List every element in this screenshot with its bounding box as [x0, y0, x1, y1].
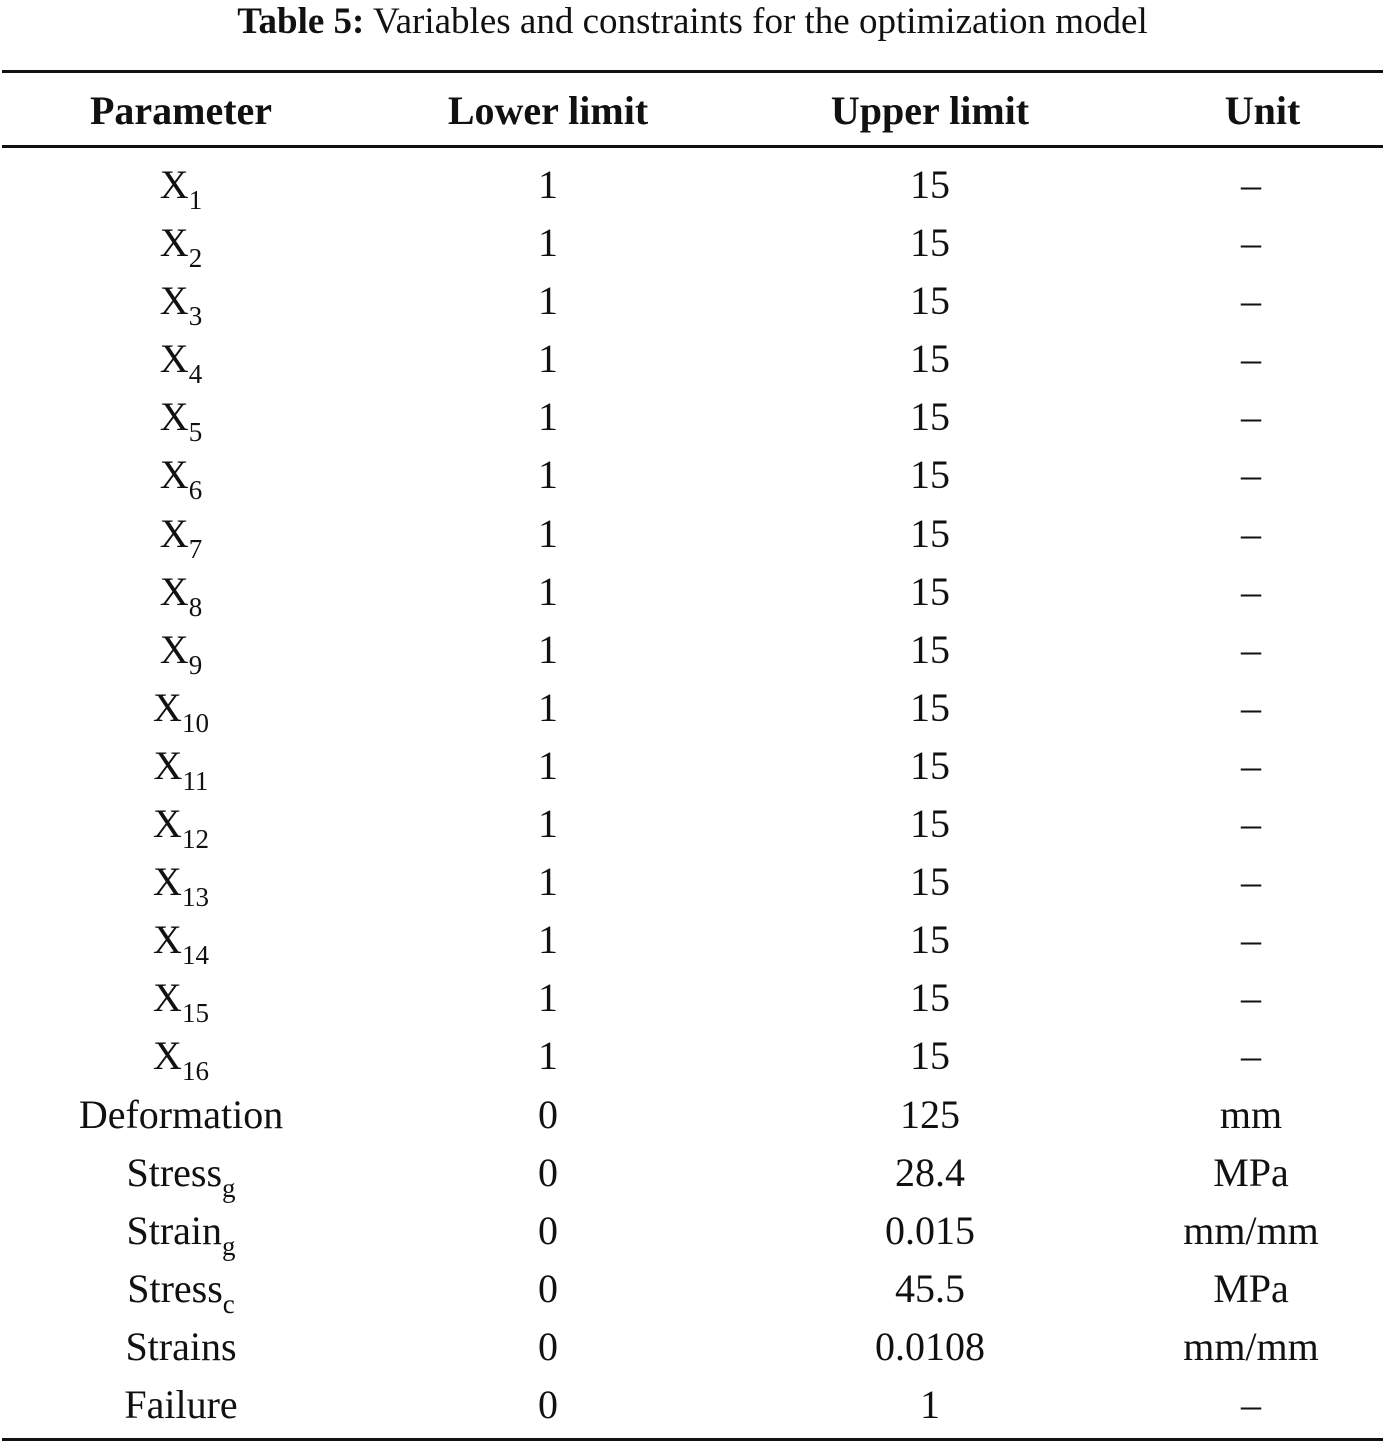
- parameter-subscript: 14: [181, 940, 209, 971]
- cell-unit: MPa: [1213, 1265, 1289, 1311]
- header-unit: Unit: [1224, 88, 1301, 133]
- parameter-name: X: [159, 568, 189, 614]
- cell-upper-limit: 15: [910, 568, 950, 614]
- cell-lower-limit: 1: [538, 162, 558, 207]
- table-row: [0, 1376, 1385, 1434]
- cell-upper-limit: 0.0108: [875, 1323, 985, 1369]
- header-rule: [2, 145, 1383, 148]
- cell-unit: –: [1241, 917, 1261, 963]
- cell-unit: –: [1241, 510, 1261, 556]
- parameter-subscript: 15: [181, 998, 209, 1029]
- parameter-subscript: 13: [181, 882, 209, 913]
- cell-parameter: [2, 505, 360, 567]
- parameter-subscript: 12: [181, 824, 209, 855]
- bottom-rule: [2, 1438, 1383, 1441]
- cell-unit: mm: [1219, 1091, 1283, 1137]
- parameter-name: X: [159, 278, 189, 324]
- cell-parameter: [2, 156, 360, 218]
- parameter-subscript: 8: [188, 591, 203, 622]
- table-row: [0, 272, 1385, 330]
- cell-lower-limit: 1: [538, 568, 558, 614]
- table-row: [0, 446, 1385, 504]
- cell-upper-limit: 15: [910, 859, 950, 905]
- cell-parameter: [2, 853, 360, 915]
- cell-unit: –: [1241, 1033, 1261, 1079]
- parameter-name: X: [159, 626, 189, 672]
- cell-parameter: [2, 330, 360, 392]
- cell-lower-limit: 1: [538, 801, 558, 847]
- cell-unit: mm/mm: [1183, 1323, 1319, 1369]
- table-row: [0, 969, 1385, 1027]
- cell-parameter: [2, 679, 360, 741]
- parameter-name: X: [153, 684, 182, 730]
- parameter-name: X: [159, 394, 189, 440]
- table-row: [0, 795, 1385, 853]
- cell-lower-limit: 1: [538, 742, 558, 788]
- table-row: [0, 330, 1385, 388]
- cell-lower-limit: 1: [538, 1033, 558, 1079]
- cell-parameter: [2, 911, 360, 973]
- table-body: [0, 156, 1385, 1434]
- cell-unit: –: [1241, 452, 1261, 498]
- table-row: [0, 853, 1385, 911]
- parameter-name: Strains: [125, 1323, 237, 1369]
- parameter-subscript: g: [222, 1172, 236, 1203]
- parameter-name: Strain: [126, 1207, 223, 1253]
- parameter-subscript: 16: [181, 1056, 209, 1087]
- cell-upper-limit: 15: [910, 684, 950, 730]
- header-upper-limit: Upper limit: [830, 88, 1030, 133]
- cell-upper-limit: 15: [910, 742, 950, 788]
- cell-unit: –: [1241, 278, 1261, 324]
- cell-upper-limit: 15: [910, 220, 950, 266]
- cell-unit: –: [1241, 162, 1261, 207]
- cell-parameter: [2, 388, 360, 450]
- parameter-name: Stress: [126, 1149, 223, 1195]
- header-parameter: Parameter: [89, 88, 273, 133]
- table-row: [0, 1318, 1385, 1376]
- cell-lower-limit: 0: [538, 1323, 558, 1369]
- table-row: [0, 1027, 1385, 1085]
- cell-parameter: [2, 795, 360, 857]
- cell-upper-limit: 15: [910, 917, 950, 963]
- cell-unit: –: [1241, 1381, 1261, 1427]
- table-row: [0, 1086, 1385, 1144]
- parameter-subscript: 11: [182, 765, 209, 796]
- table-row: [0, 1144, 1385, 1202]
- cell-upper-limit: 15: [910, 975, 950, 1021]
- parameter-subscript: 3: [188, 301, 203, 332]
- cell-lower-limit: 1: [538, 336, 558, 382]
- cell-parameter: [2, 621, 360, 683]
- cell-parameter: [2, 563, 360, 625]
- cell-parameter: [2, 214, 360, 276]
- parameter-name: X: [159, 452, 189, 498]
- cell-lower-limit: 0: [538, 1265, 558, 1311]
- cell-lower-limit: 1: [538, 394, 558, 440]
- cell-lower-limit: 1: [538, 220, 558, 266]
- cell-unit: –: [1241, 220, 1261, 266]
- parameter-subscript: c: [222, 1288, 235, 1319]
- parameter-subscript: 4: [188, 359, 203, 390]
- cell-upper-limit: 15: [910, 626, 950, 672]
- cell-parameter: [2, 272, 360, 334]
- parameter-name: Stress: [127, 1265, 223, 1311]
- table-row: [0, 911, 1385, 969]
- cell-upper-limit: 15: [910, 801, 950, 847]
- parameter-name: X: [153, 742, 183, 788]
- table-header-row: [0, 80, 1385, 142]
- cell-unit: –: [1241, 975, 1261, 1021]
- cell-unit: –: [1241, 742, 1261, 788]
- cell-parameter: [2, 1144, 360, 1206]
- cell-unit: –: [1241, 394, 1261, 440]
- cell-upper-limit: 15: [910, 278, 950, 324]
- cell-lower-limit: 0: [538, 1091, 558, 1137]
- cell-unit: –: [1241, 859, 1261, 905]
- cell-upper-limit: 15: [910, 336, 950, 382]
- cell-parameter: [2, 1202, 360, 1264]
- cell-unit: –: [1241, 336, 1261, 382]
- cell-parameter: [2, 737, 360, 799]
- table-row: [0, 156, 1385, 214]
- parameter-subscript: 6: [188, 475, 203, 506]
- table-row: [0, 1202, 1385, 1260]
- cell-unit: –: [1241, 626, 1261, 672]
- table-row: [0, 1260, 1385, 1318]
- cell-parameter: [2, 446, 360, 508]
- cell-unit: –: [1241, 801, 1261, 847]
- cell-lower-limit: 0: [538, 1381, 558, 1427]
- parameter-subscript: 1: [188, 185, 203, 215]
- cell-lower-limit: 1: [538, 626, 558, 672]
- parameter-name: X: [153, 975, 182, 1021]
- cell-lower-limit: 1: [538, 278, 558, 324]
- parameter-name: X: [153, 917, 182, 963]
- parameter-name: X: [159, 220, 189, 266]
- cell-unit: –: [1241, 568, 1261, 614]
- header-lower-limit: Lower limit: [447, 88, 649, 133]
- cell-upper-limit: 125: [900, 1091, 960, 1137]
- parameter-name: Deformation: [78, 1091, 284, 1137]
- parameter-subscript: 2: [188, 243, 203, 274]
- parameter-name: X: [159, 510, 189, 556]
- cell-lower-limit: 0: [538, 1149, 558, 1195]
- cell-unit: mm/mm: [1183, 1207, 1319, 1253]
- cell-upper-limit: 15: [910, 510, 950, 556]
- cell-upper-limit: 15: [910, 1033, 950, 1079]
- top-rule: [2, 70, 1383, 73]
- cell-lower-limit: 1: [538, 859, 558, 905]
- cell-lower-limit: 1: [538, 917, 558, 963]
- cell-parameter: [2, 1027, 360, 1089]
- parameter-subscript: g: [222, 1230, 236, 1261]
- cell-upper-limit: 45.5: [895, 1265, 965, 1311]
- cell-parameter: [2, 1260, 360, 1322]
- cell-upper-limit: 0.015: [885, 1207, 975, 1253]
- parameter-subscript: 9: [188, 649, 203, 680]
- cell-parameter: [2, 1318, 360, 1376]
- table-row: [0, 214, 1385, 272]
- cell-upper-limit: 15: [910, 394, 950, 440]
- table-row: [0, 505, 1385, 563]
- cell-lower-limit: 0: [538, 1207, 558, 1253]
- parameter-name: X: [159, 336, 189, 382]
- table-row: [0, 737, 1385, 795]
- cell-upper-limit: 15: [910, 452, 950, 498]
- cell-lower-limit: 1: [538, 975, 558, 1021]
- parameter-name: X: [153, 801, 182, 847]
- table-caption: [0, 0, 1385, 44]
- table-row: [0, 621, 1385, 679]
- parameter-name: X: [153, 859, 182, 905]
- cell-parameter: [2, 969, 360, 1031]
- cell-upper-limit: 15: [910, 162, 950, 207]
- caption-text: Variables and constraints for the optimization model: [372, 1, 1148, 42]
- cell-upper-limit: 28.4: [895, 1149, 965, 1195]
- table-row: [0, 388, 1385, 446]
- cell-parameter: [2, 1376, 360, 1434]
- parameter-subscript: 7: [188, 533, 203, 564]
- cell-parameter: [2, 1086, 360, 1144]
- cell-unit: MPa: [1213, 1149, 1289, 1195]
- parameter-name: X: [159, 162, 189, 207]
- cell-lower-limit: 1: [538, 510, 558, 556]
- table-row: [0, 563, 1385, 621]
- cell-unit: –: [1241, 684, 1261, 730]
- parameter-name: Failure: [124, 1381, 238, 1427]
- parameter-subscript: 10: [181, 707, 209, 738]
- caption-label: Table 5:: [237, 1, 365, 42]
- parameter-name: X: [153, 1033, 182, 1079]
- cell-upper-limit: 1: [920, 1381, 940, 1427]
- cell-lower-limit: 1: [538, 452, 558, 498]
- table-row: [0, 679, 1385, 737]
- parameter-subscript: 5: [188, 417, 203, 448]
- cell-lower-limit: 1: [538, 684, 558, 730]
